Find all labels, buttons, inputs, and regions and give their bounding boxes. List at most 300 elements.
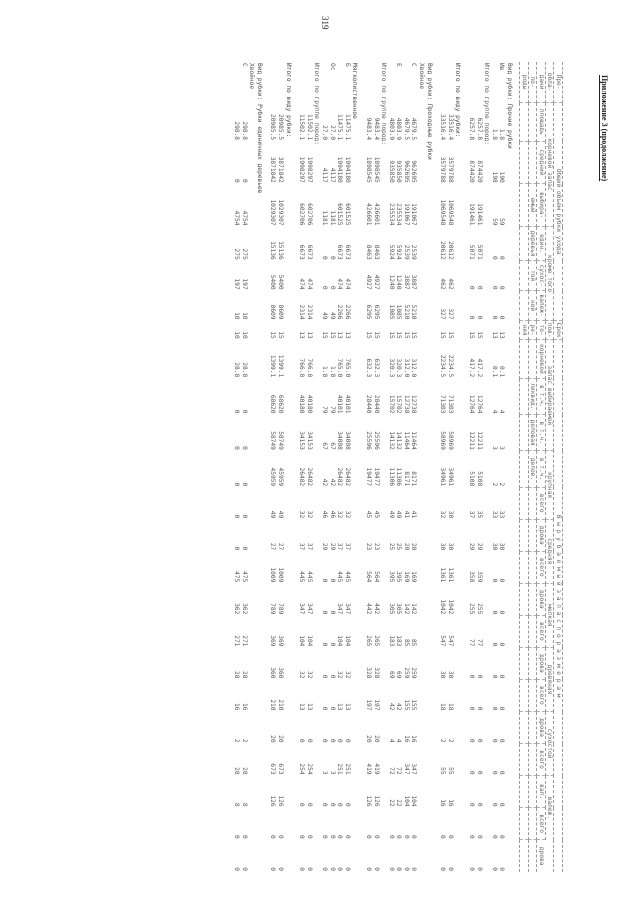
- table-cell: 13: [298, 703, 306, 711]
- table-cell: 23: [364, 542, 372, 551]
- species-cell: [364, 62, 372, 103]
- table-cell: 41: [410, 510, 418, 519]
- table-cell: 34008: [343, 431, 351, 450]
- table-cell: 1181: [320, 210, 328, 226]
- table-cell: 0: [446, 867, 454, 871]
- table-cell: 0: [475, 770, 483, 775]
- table-cell: 426601: [372, 203, 380, 226]
- table-cell: 0: [475, 802, 483, 807]
- header-cell: всего: [537, 744, 546, 776]
- table-cell: 265: [364, 635, 372, 647]
- table-cell: 4: [387, 738, 395, 743]
- table-cell: 0: [233, 482, 241, 487]
- section-title-row: [425, 62, 433, 872]
- table-cell: 13: [490, 331, 498, 339]
- section-title-row: [351, 62, 359, 872]
- table-cell: 462: [439, 278, 447, 290]
- table-cell: 1181: [328, 210, 336, 226]
- table-cell: 0: [439, 867, 447, 871]
- table-cell: 2539: [410, 244, 418, 260]
- table-cell: 5400: [269, 274, 277, 290]
- table-cell: 251: [336, 763, 344, 775]
- table-cell: 9483.4: [372, 117, 380, 141]
- table-cell: 15136: [269, 241, 277, 260]
- header-cell: крупная: [545, 451, 554, 519]
- table-cell: 35: [475, 510, 483, 519]
- table-cell: 426601: [364, 203, 372, 226]
- table-cell: 32: [439, 510, 447, 519]
- table-cell: 442: [372, 603, 380, 615]
- table-cell: 4927: [372, 274, 380, 290]
- table-cell: 265: [372, 635, 380, 647]
- table-row: [490, 62, 498, 872]
- table-cell: 37: [336, 542, 344, 551]
- table-cell: 25596: [364, 431, 372, 450]
- table-cell: 475: [240, 571, 248, 583]
- table-cell: 474: [336, 278, 344, 290]
- species-cell: [320, 62, 328, 103]
- table-cell: 255: [475, 603, 483, 615]
- table-cell: 34961: [439, 467, 447, 487]
- table-cell: 0: [490, 315, 498, 320]
- table-cell: 0: [468, 802, 476, 807]
- table-cell: 4803.9: [395, 117, 403, 141]
- table-cell: 169: [410, 571, 418, 583]
- table-cell: 0: [240, 179, 248, 183]
- table-cell: 419: [372, 763, 380, 775]
- table-cell: 26482: [298, 467, 306, 487]
- table-cell: 0: [328, 285, 336, 290]
- species-cell: [402, 62, 410, 103]
- table-cell: 104: [336, 635, 344, 647]
- table-cell: 9483.4: [364, 117, 372, 141]
- table-cell: 55: [439, 767, 447, 775]
- table-cell: 1085: [395, 304, 403, 320]
- section-title: Мягколиственное: [351, 63, 359, 119]
- table-cell: 5924: [387, 244, 395, 260]
- table-cell: 0: [269, 867, 277, 871]
- table-cell: 41: [402, 510, 410, 519]
- table-cell: 395: [387, 571, 395, 583]
- page-number: 319: [320, 16, 330, 30]
- species-cell: [305, 62, 313, 103]
- header-cell: [528, 808, 537, 840]
- table-cell: 962695: [410, 160, 418, 183]
- section-title: Итого по виду рубки:: [284, 63, 292, 138]
- table-cell: 32: [343, 671, 351, 679]
- table-cell: 602706: [305, 203, 313, 226]
- table-cell: 417.2: [475, 358, 483, 378]
- table-cell: 766.8: [298, 358, 306, 378]
- table-cell: 0: [490, 578, 498, 583]
- table-cell: 34961: [446, 467, 454, 487]
- table-cell: 2266: [336, 304, 344, 320]
- table-cell: 0: [410, 867, 418, 871]
- table-cell: 197: [240, 278, 248, 290]
- table-cell: 0: [475, 706, 483, 711]
- table-cell: 0: [328, 610, 336, 615]
- table-cell: 15702: [387, 394, 395, 414]
- table-cell: 4117: [328, 167, 336, 183]
- table-cell: 16: [439, 799, 447, 807]
- table-cell: 347: [402, 763, 410, 775]
- header-cell: дрова: [537, 840, 546, 872]
- header-cell: валеж.: [545, 776, 554, 840]
- table-cell: 45959: [269, 467, 277, 487]
- table-cell: 445: [336, 571, 344, 583]
- table-cell: 11475.1: [343, 113, 351, 141]
- table-cell: 417.2: [468, 358, 476, 378]
- table-cell: 358: [468, 571, 476, 583]
- table-cell: 275: [233, 248, 241, 260]
- table-cell: 30: [439, 671, 447, 679]
- header-cell: [528, 615, 537, 647]
- table-cell: 58749: [277, 431, 284, 450]
- table-cell: 3871842: [277, 156, 284, 183]
- spacer-cell: [433, 62, 439, 872]
- section-title: Вид рубки: Рубки единичных деревьев: [255, 63, 263, 194]
- species-cell: [490, 62, 498, 103]
- table-cell: 5210: [402, 304, 410, 320]
- table-cell: 4679.5: [402, 117, 410, 141]
- table-cell: 20985.5: [277, 113, 284, 141]
- header-row-1: [554, 62, 563, 872]
- table-cell: 547: [439, 635, 447, 647]
- table-cell: 30: [446, 510, 454, 519]
- table-row: [343, 62, 351, 872]
- table-cell: 34153: [298, 431, 306, 450]
- table-cell: 0: [490, 738, 498, 743]
- table-cell: 27.0: [328, 125, 336, 141]
- section-title-row: [284, 62, 292, 872]
- table-cell: 0: [498, 285, 506, 290]
- table-cell: 15: [402, 331, 410, 339]
- table-cell: 445: [298, 571, 306, 583]
- table-cell: 49: [395, 510, 403, 519]
- table-cell: 2: [233, 738, 241, 743]
- table-cell: 30: [490, 542, 498, 551]
- header-cell: [528, 103, 537, 141]
- table-cell: 13: [305, 703, 313, 711]
- table-cell: 18: [439, 703, 447, 711]
- table-cell: 13: [305, 331, 313, 339]
- table-cell: 37: [298, 542, 306, 551]
- table-cell: 8609: [269, 304, 277, 320]
- header-cell: всего: [537, 679, 546, 711]
- species-cell: [475, 62, 483, 103]
- table-cell: 0: [372, 867, 380, 871]
- table-cell: 13: [336, 703, 344, 711]
- table-cell: 14132: [395, 431, 403, 450]
- header-cell: вал.: [537, 776, 546, 808]
- table-cell: 0.1: [490, 366, 498, 378]
- table-cell: 320.3: [387, 358, 395, 378]
- header-row-3: [537, 62, 546, 872]
- table-cell: 15: [277, 331, 284, 339]
- table-cell: 68620: [277, 394, 284, 414]
- table-cell: 0: [233, 546, 241, 551]
- table-cell: 68620: [269, 394, 277, 414]
- table-cell: 11502.1: [298, 113, 306, 141]
- table-cell: 85: [402, 638, 410, 647]
- table-cell: 0: [446, 834, 454, 839]
- header-cell: [520, 744, 529, 776]
- table-cell: 15: [468, 331, 476, 339]
- header-cell: дрова: [537, 712, 546, 744]
- table-cell: 15: [395, 331, 403, 339]
- table-cell: 59: [498, 218, 506, 226]
- species-cell: Ос: [328, 63, 336, 71]
- table-cell: 564: [372, 571, 380, 583]
- table-cell: 0: [277, 834, 284, 839]
- table-cell: 4754: [233, 210, 241, 226]
- table-cell: 320.3: [395, 358, 403, 378]
- table-cell: 16: [410, 735, 418, 743]
- table-cell: 79: [328, 406, 336, 414]
- rotated-table-container: [78, 62, 563, 872]
- table-cell: 312.0: [410, 358, 418, 378]
- table-cell: 474: [343, 278, 351, 290]
- table-row: [467, 62, 475, 872]
- table-cell: 15: [410, 331, 418, 339]
- table-cell: 347: [298, 603, 306, 615]
- table-cell: 15: [328, 331, 336, 339]
- table-cell: 462: [446, 278, 454, 290]
- header-cell: всего: [537, 615, 546, 647]
- table-cell: 0: [475, 674, 483, 679]
- table-cell: 13: [336, 331, 344, 339]
- table-cell: 28440: [364, 394, 372, 414]
- table-cell: 197: [233, 278, 241, 290]
- table-cell: 0: [343, 867, 351, 871]
- table-cell: 0.1: [498, 366, 506, 378]
- table-cell: 0: [240, 546, 248, 551]
- header-cell: [528, 712, 537, 744]
- table-cell: 0: [328, 578, 336, 583]
- header-cell: корневой: [537, 340, 546, 378]
- table-cell: 0: [328, 674, 336, 679]
- spacer-row: [461, 62, 467, 872]
- species-cell: Б: [343, 63, 351, 67]
- table-cell: 15136: [277, 241, 284, 260]
- table-cell: 271: [233, 635, 241, 647]
- table-cell: 0: [498, 315, 506, 320]
- table-cell: 0: [490, 610, 498, 615]
- table-cell: 0: [475, 285, 483, 290]
- table-cell: 40180: [305, 394, 313, 414]
- table-cell: 197: [372, 699, 380, 711]
- table-cell: 0: [468, 738, 476, 743]
- table-cell: 0: [320, 802, 328, 807]
- table-cell: 32: [343, 510, 351, 519]
- table-cell: 77: [468, 638, 476, 647]
- table-cell: 0: [498, 802, 506, 807]
- table-cell: 8: [233, 802, 241, 807]
- header-cell: [520, 415, 529, 451]
- table-cell: 197: [364, 699, 372, 711]
- table-cell: 0: [343, 802, 351, 807]
- table-cell: 0: [320, 706, 328, 711]
- table-cell: 1898545: [372, 156, 380, 183]
- table-cell: 362: [233, 603, 241, 615]
- table-cell: 419: [364, 763, 372, 775]
- table-cell: 0: [328, 738, 336, 743]
- row-label: Итого по группе пород:: [483, 63, 491, 145]
- table-cell: 0: [490, 867, 498, 871]
- table-cell: 49: [320, 312, 328, 320]
- table-cell: 58969: [446, 431, 454, 450]
- table-cell: 3579788: [439, 156, 447, 183]
- table-cell: 0: [343, 834, 351, 839]
- table-cell: 632.3: [364, 358, 372, 378]
- header-cell: емый: [528, 184, 537, 227]
- table-cell: 312.0: [402, 358, 410, 378]
- table-cell: 20: [277, 735, 284, 743]
- table-cell: 27.0: [320, 125, 328, 141]
- table-cell: 0: [336, 834, 344, 839]
- table-cell: 3887: [410, 274, 418, 290]
- table-cell: 0: [498, 770, 506, 775]
- species-cell: С: [410, 63, 418, 67]
- table-cell: 8609: [277, 304, 284, 320]
- table-cell: 4754: [240, 210, 248, 226]
- table-cell: 169: [402, 571, 410, 583]
- table-cell: 49: [269, 510, 277, 519]
- table-cell: 5071: [468, 244, 476, 260]
- table-cell: 49: [387, 510, 395, 519]
- table-cell: 0: [336, 738, 344, 743]
- table-cell: 37: [343, 542, 351, 551]
- header-cell: [528, 141, 537, 184]
- table-cell: 45: [364, 510, 372, 519]
- table-cell: 2234.5: [446, 354, 454, 378]
- header-cell: ния: [520, 321, 529, 340]
- table-cell: 69: [387, 671, 395, 679]
- table-cell: 3887: [402, 274, 410, 290]
- table-cell: 10: [233, 331, 241, 339]
- table-cell: 46: [320, 510, 328, 519]
- table-cell: 18: [446, 703, 454, 711]
- table-cell: 34008: [336, 431, 344, 450]
- table-cell: 254: [298, 763, 306, 775]
- table-cell: 15: [320, 331, 328, 339]
- table-cell: 0: [298, 738, 306, 743]
- table-cell: 0: [336, 802, 344, 807]
- table-cell: 104: [402, 795, 410, 807]
- table-cell: 15: [439, 331, 447, 339]
- table-cell: 1.8: [320, 366, 328, 378]
- table-cell: 14132: [387, 431, 395, 450]
- table-cell: 1029307: [277, 199, 284, 226]
- header-cell: [520, 184, 529, 227]
- table-cell: 0: [395, 834, 403, 839]
- table-cell: 25: [395, 542, 403, 551]
- table-cell: 0: [298, 867, 306, 871]
- table-cell: 49: [277, 510, 284, 519]
- table-cell: 5071: [475, 244, 483, 260]
- table-cell: 155: [410, 699, 418, 711]
- table-cell: 0: [364, 867, 372, 871]
- table-cell: 20: [372, 735, 380, 743]
- table-cell: 0: [240, 446, 248, 450]
- table-cell: 1998297: [305, 156, 313, 183]
- table-cell: 0: [305, 802, 313, 807]
- table-cell: 32: [298, 671, 306, 679]
- table-cell: 4679.5: [410, 117, 418, 141]
- table-cell: 42: [387, 703, 395, 711]
- table-cell: 26482: [343, 467, 351, 487]
- table-cell: 0: [395, 867, 403, 871]
- header-cell: дровяная: [545, 647, 554, 711]
- table-cell: 564: [364, 571, 372, 583]
- table-cell: 0: [498, 738, 506, 743]
- table-cell: 20: [402, 542, 410, 551]
- row-label: Хвойное: [248, 63, 256, 90]
- header-cell: в т.ч.: [537, 415, 546, 451]
- header-cell: ликвид.: [528, 378, 537, 414]
- table-cell: 442: [364, 603, 372, 615]
- header-cell: [520, 227, 529, 261]
- table-cell: 360: [269, 667, 277, 679]
- table-cell: 6673: [305, 244, 313, 260]
- table-cell: 0: [490, 770, 498, 775]
- table-cell: 369: [269, 635, 277, 647]
- table-cell: 0: [490, 706, 498, 711]
- table-cell: 5108: [468, 471, 476, 487]
- table-cell: 328: [364, 667, 372, 679]
- table-header: [520, 62, 563, 872]
- table-row: [446, 62, 454, 872]
- table-cell: 251: [343, 763, 351, 775]
- header-cell: запас выбираемой: [545, 340, 554, 451]
- header-cell: корневой запас: [545, 103, 554, 227]
- table-row: [372, 62, 380, 872]
- header-cell: в т.ч.: [537, 451, 546, 487]
- table-cell: 42: [320, 478, 328, 487]
- header-cell: [520, 141, 529, 184]
- table-row: [387, 62, 395, 872]
- table-cell: 28440: [372, 394, 380, 414]
- table-cell: 85: [410, 638, 418, 647]
- table-cell: 0: [305, 738, 313, 743]
- table-cell: 2: [490, 482, 498, 487]
- table-cell: 40180: [298, 394, 306, 414]
- header-cell: ной: [528, 291, 537, 321]
- table-row: [380, 62, 388, 872]
- table-cell: 632.3: [372, 358, 380, 378]
- table-cell: 15702: [395, 394, 403, 414]
- table-cell: 2539: [402, 244, 410, 260]
- table-cell: 20: [364, 735, 372, 743]
- table-cell: 15: [475, 331, 483, 339]
- table-row: [248, 62, 256, 872]
- spacer-cell: [263, 62, 269, 872]
- table-cell: 2266: [343, 304, 351, 320]
- section-title: Вид рубки: Прочие рубки: [506, 63, 514, 149]
- table-cell: 40101: [343, 394, 351, 414]
- header-cell: [528, 519, 537, 551]
- table-row: [313, 62, 321, 872]
- table-row: [328, 62, 336, 872]
- table-row: [402, 62, 410, 872]
- table-cell: 789: [269, 603, 277, 615]
- table-cell: 33516.4: [439, 113, 447, 141]
- spacer-cell: [461, 62, 467, 872]
- header-cell: [528, 551, 537, 583]
- table-cell: 0: [269, 834, 277, 839]
- species-cell: [232, 62, 240, 103]
- table-cell: 13: [343, 703, 351, 711]
